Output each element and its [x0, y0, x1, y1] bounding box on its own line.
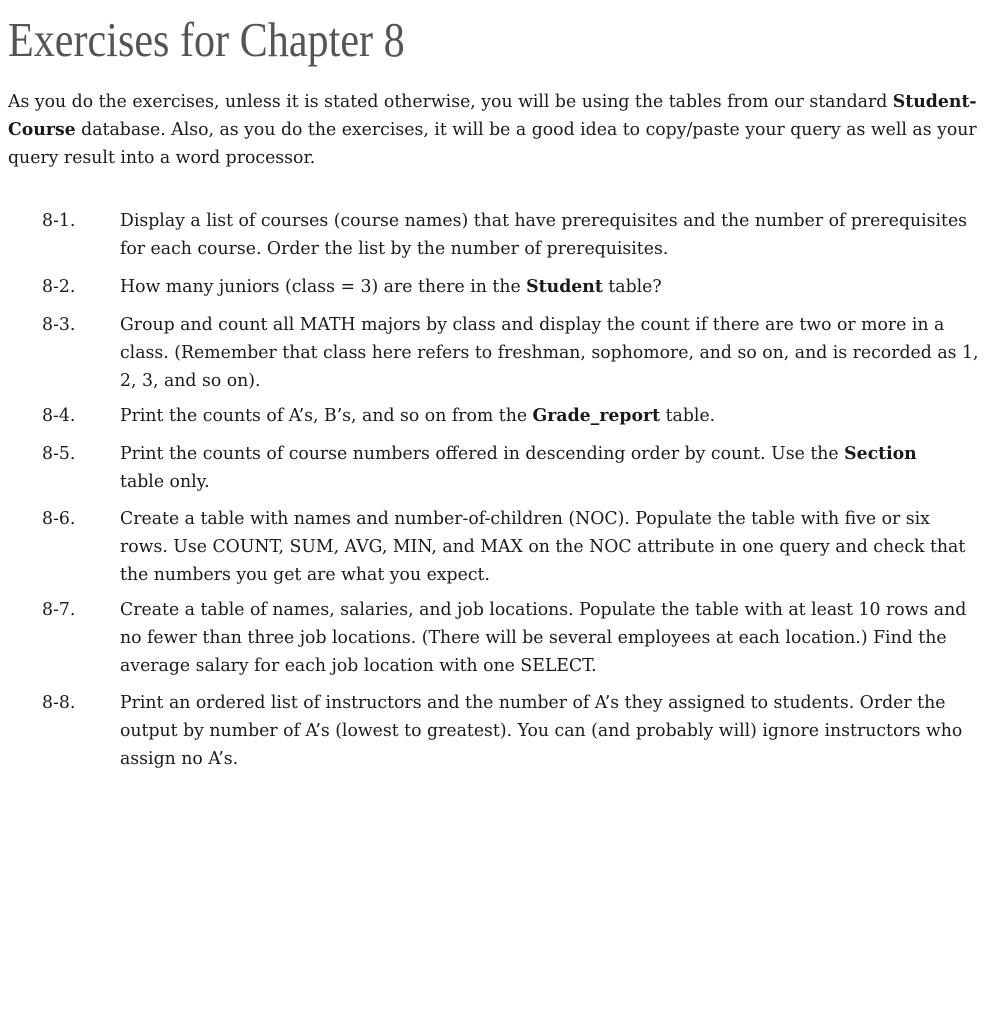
intro-paragraph	[8, 88, 987, 172]
intro-text-2: database. Also, as you do the exercises, it will be a good idea to copy/paste your query as well as your query result into a word processor.	[8, 119, 977, 168]
exercise-text	[120, 273, 979, 301]
exercise-text-pre: Print the counts of A’s, B’s, and so on from the	[120, 405, 533, 426]
exercise-number: 8-5.	[42, 443, 76, 464]
exercise-number: 8-6.	[42, 508, 76, 529]
exercise-text-post: table?	[602, 276, 662, 297]
exercise-text-bold: Student	[526, 276, 603, 297]
exercise-number: 8-1.	[42, 210, 76, 231]
exercise-text: Group and count all MATH majors by class and display the count if there are two or more in a class. (Remember that class here refers to freshman, sophomore, and so on, and is recorded as 1, 2, 3, and so on).	[120, 314, 979, 391]
exercise-text: Create a table with names and number-of-children (NOC). Populate the table with five or six rows. Use COUNT, SUM, AVG, MIN, and MAX on the NOC attribute in one query and check that the numbers you get are what you expect.	[120, 508, 966, 585]
exercise-number: 8-2.	[42, 276, 76, 297]
exercise-text-pre: Print the counts of course numbers offered in descending order by count. Use the	[120, 443, 845, 464]
exercise-text-post: table only.	[120, 471, 210, 492]
exercise-number: 8-4.	[42, 405, 76, 426]
exercise-text: Display a list of courses (course names) that have prerequisites and the number of prerequisites for each course. Order the list by the number of prerequisites.	[120, 210, 968, 259]
exercise-text: Print an ordered list of instructors and the number of A’s they assigned to students. Order the output by number of A’s (lowest to greatest). You can (and probably will) ignore instructors who assign no A’s.	[120, 692, 963, 769]
exercise-text	[120, 440, 979, 496]
intro-bold-student: Student-	[892, 91, 977, 112]
exercise-number: 8-7.	[42, 599, 76, 620]
intro-text-1: As you do the exercises, unless it is stated otherwise, you will be using the tables from our standard	[8, 91, 893, 112]
exercise-number: 8-3.	[42, 314, 76, 335]
exercise-text-post: table.	[660, 405, 716, 426]
exercise-number: 8-8.	[42, 692, 76, 713]
intro-bold-course: Course	[8, 119, 76, 140]
exercise-text: Create a table of names, salaries, and job locations. Populate the table with at least 10 rows and no fewer than three job locations. (There will be several employees at each location.) Find the average salary for each job location with one SELECT.	[120, 599, 967, 676]
exercise-text-pre: How many juniors (class = 3) are there in the	[120, 276, 527, 297]
chapter-title: Exercises for Chapter 8	[8, 12, 405, 67]
exercise-text-bold: Section	[844, 443, 917, 464]
exercise-text	[120, 402, 979, 430]
exercise-text-bold: Grade_report	[532, 405, 661, 426]
